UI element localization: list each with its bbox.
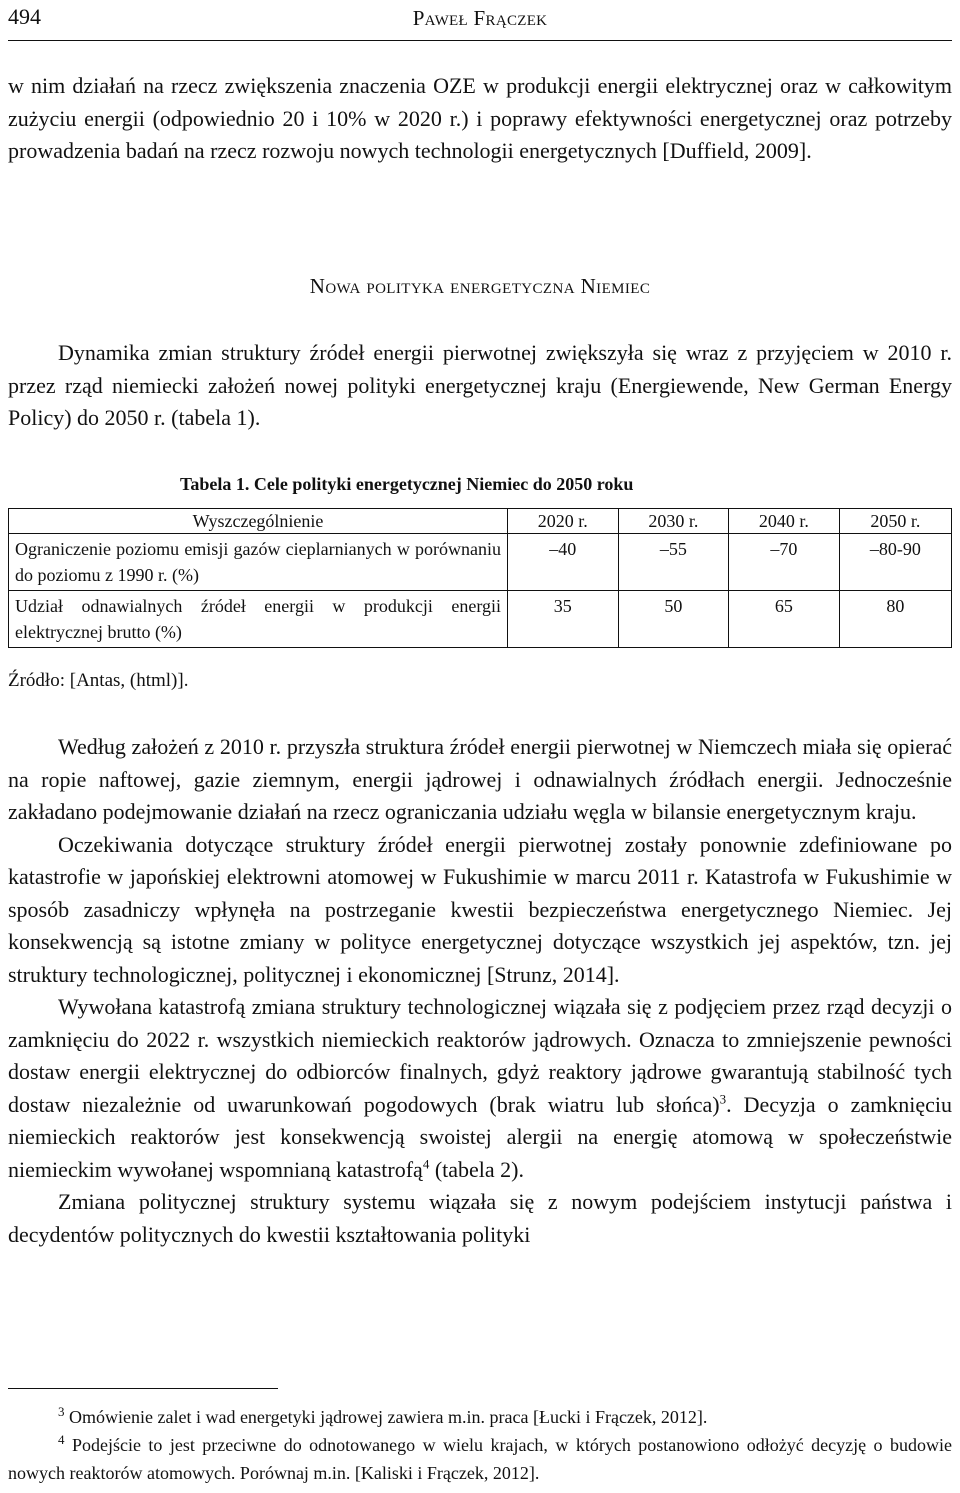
paragraph-text: (tabela 2). — [429, 1156, 524, 1182]
column-header: Wyszczególnienie — [9, 509, 508, 534]
footnote-ref: 4 — [422, 1156, 430, 1172]
row-label: Ograniczenie poziomu emisji gazów cieplarnianych w porównaniu do poziomu z 1990 r. (%) — [9, 534, 508, 591]
row-label: Udział odnawialnych źródeł energii w produkcji energii elektrycznej brutto (%) — [9, 591, 508, 648]
footnote — [8, 1403, 952, 1431]
running-head: Paweł Frączek — [412, 6, 548, 30]
table-cell: –80-90 — [839, 534, 951, 591]
body-section-3 — [8, 731, 952, 1251]
page-header — [8, 0, 952, 41]
policy-targets-table — [8, 508, 952, 648]
table-cell: –40 — [508, 534, 619, 591]
table-caption: Tabela 1. Cele polityki energetycznej Niemiec do 2050 roku — [180, 474, 634, 494]
page-number: 494 — [8, 4, 41, 29]
section-heading: Nowa polityka energetyczna Niemiec — [309, 274, 651, 298]
paragraph-text: . Decyzja o zamknięciu niemieckich reaktorów jest konsekwencją swoistej alergii na energię atomową w społeczeństwie niemieckim wywołanej wspomnianą katastrofą — [8, 1091, 952, 1182]
table-cell: –70 — [729, 534, 840, 591]
column-header: 2040 r. — [729, 509, 840, 534]
table-cell: 65 — [729, 591, 840, 648]
table-row — [9, 534, 952, 591]
table-source: Źródło: [Antas, (html)]. — [8, 670, 189, 691]
table-cell: 35 — [508, 591, 619, 648]
paragraph: Zmiana politycznej struktury systemu wiązała się z nowym podejściem instytucji państwa i decydentów politycznych do kwestii kształtowania polityki — [8, 1189, 952, 1247]
footnote — [8, 1431, 952, 1487]
footnote-number: 4 — [58, 1432, 65, 1447]
paragraph — [8, 991, 952, 1186]
body-paragraph-2 — [8, 337, 952, 435]
body-paragraph-1 — [8, 70, 952, 168]
table-cell: 50 — [618, 591, 729, 648]
paragraph-text: Wywołana katastrofą zmiana struktury technologicznej wiązała się z podjęciem przez rząd decyzji o zamknięciu do 2022 r. wszystkich niemieckich reaktorów jądrowych. Oznacza to zmniejszenie pewności dostaw energii elektrycznej do odbiorców finalnych, gdyż reaktory jądrowe gwarantują stabilność tych dostaw niezależnie od uwarunkowań pogodowych (brak wiatru lub słońca) — [8, 994, 952, 1117]
paragraph: Według założeń z 2010 r. przyszła struktura źródeł energii pierwotnej w Niemczech miała się opierać na ropie naftowej, gazie ziemnym, energii jądrowej i odnawialnych źródłach energii. Jednocześnie zakładano podejmowanie działań na rzecz ograniczania udziału węgla w bilansie energetycznym kraju. — [8, 734, 952, 824]
paragraph: Oczekiwania dotyczące struktury źródeł energii pierwotnej zostały ponownie zdefiniowane po katastrofie w japońskiej elektrowni atomowej w Fukushimie w marcu 2011 r. Katastrofa w Fukushimie w sposób zasadniczy wpłynęła na postrzeganie kwestii bezpieczeństwa energetycznego Niemiec. Jej konsekwencją są istotne zmiany w polityce energetycznej dotyczące wszystkich jej aspektów, tzn. jej struktury technologicznej, politycznej i ekonomicznej [Strunz, 2014]. — [8, 831, 952, 987]
footnote-text: Omówienie zalet i wad energetyki jądrowej zawiera m.in. praca [Łucki i Frączek, 2012]. — [69, 1407, 708, 1427]
table-header-row — [9, 509, 952, 534]
column-header: 2020 r. — [508, 509, 619, 534]
footnote-ref: 3 — [719, 1091, 727, 1107]
footnote-text: Podejście to jest przeciwne do odnotowanego w wielu krajach, w których postanowiono odłożyć decyzję o budowie nowych reaktorów atomowych. Porównaj m.in. [Kaliski i Frączek, 2012]. — [8, 1435, 952, 1483]
column-header: 2030 r. — [618, 509, 729, 534]
column-header: 2050 r. — [839, 509, 951, 534]
paragraph: Dynamika zmian struktury źródeł energii pierwotnej zwiększyła się wraz z przyjęciem w 2010 r. przez rząd niemiecki założeń nowej polityki energetycznej kraju (Energiewende, New German Energy Policy) do 2050 r. (tabela 1). — [8, 340, 952, 430]
paragraph: w nim działań na rzecz zwiększenia znaczenia OZE w produkcji energii elektrycznej oraz w całkowitym zużyciu energii (odpowiednio 20 i 10% w 2020 r.) i poprawy efektywności energetycznej oraz potrzeby prowadzenia badań na rzecz rozwoju nowych technologii energetycznych [Duffield, 2009]. — [8, 73, 952, 163]
table-row — [9, 591, 952, 648]
table-cell: 80 — [839, 591, 951, 648]
footnote-divider — [8, 1388, 278, 1389]
footnotes — [8, 1403, 952, 1487]
table-cell: –55 — [618, 534, 729, 591]
footnote-number: 3 — [58, 1404, 65, 1419]
